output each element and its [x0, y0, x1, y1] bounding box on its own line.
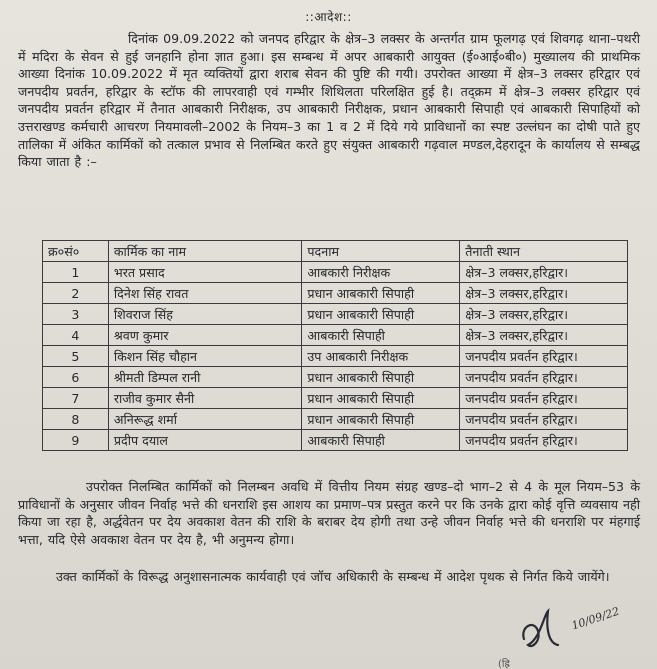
cell-serial: 8	[43, 409, 109, 430]
footer-fragment: (ह्रि	[498, 659, 510, 669]
cell-designation: प्रधान आबकारी सिपाही	[302, 304, 460, 325]
cell-name: राजीव कुमार सैनी	[108, 388, 302, 409]
cell-serial: 1	[43, 262, 109, 283]
cell-designation: आबकारी सिपाही	[302, 325, 460, 346]
cell-designation: आबकारी निरीक्षक	[302, 262, 460, 283]
cell-designation: प्रधान आबकारी सिपाही	[302, 409, 460, 430]
cell-posting: क्षेत्र–3 लक्सर,हरिद्वार।	[460, 325, 628, 346]
table-row	[43, 325, 628, 346]
cell-name: श्रीमती डिम्पल रानी	[108, 367, 302, 388]
cell-serial: 3	[43, 304, 109, 325]
cell-posting: जनपदीय प्रवर्तन हरिद्वार।	[460, 430, 628, 451]
cell-serial: 9	[43, 430, 109, 451]
cell-serial: 2	[43, 283, 109, 304]
cell-posting: जनपदीय प्रवर्तन हरिद्वार।	[460, 367, 628, 388]
signature-date: 10/09/22	[570, 604, 622, 633]
cell-designation: प्रधान आबकारी सिपाही	[302, 283, 460, 304]
cell-designation: उप आबकारी निरीक्षक	[302, 346, 460, 367]
table-row	[43, 367, 628, 388]
cell-name: अनिरूद्ध शर्मा	[108, 409, 302, 430]
table-header-row	[43, 241, 628, 262]
cell-designation: आबकारी सिपाही	[302, 430, 460, 451]
order-paragraph-1: दिनांक 09.09.2022 को जनपद हरिद्वार के क्षेत्र–3 लक्सर के अन्तर्गत ग्राम फूलगढ़ एवं शिवगढ़ थाना–पथरी में मदिरा के सेवन से हुई जनहानि होना ज्ञात हुआ। इस सम्बन्ध में अपर आबकारी आयुक्त (ई०आई०बी०) मुख्यालय की प्राथमिक आख्या दिनांक 10.09.2022 में मृत व्यक्तियों द्वारा शराब सेवन की पुष्टि की गयी। उपरोक्त आख्या में क्षेत्र–3 लक्सर हरिद्वार एवं जनपदीय प्रवर्तन, हरिद्वार के स्टॉफ की लापरवाही एवं गम्भीर शिथिलता परिलक्षित हुई है। तद्क्रम में क्षेत्र–3 लक्सर हरिद्वार एवं जनपदीय प्रवर्तन हरिद्वार में तैनात आबकारी निरीक्षक, उप आबकारी निरीक्षक, प्रधान आबकारी सिपाही एवं आबकारी सिपाहियों को उत्तराखण्ड कर्मचारी आचरण नियमावली–2002 के नियम–3 का 1 व 2 में दिये गये प्राविधानों का स्पष्ट उल्लंघन का दोषी पाते हुए तालिका में अंकित कार्मिकों को तत्काल प्रभाव से निलम्बित करते हुए संयुक्त आबकारी गढ़वाल मण्डल,देहरादून के कार्यालय से सम्बद्ध किया जाता है :–	[18, 31, 640, 170]
cell-name: शिवराज सिंह	[108, 304, 302, 325]
header-serial: क्र०सं०	[43, 241, 109, 262]
header-posting: तैनाती स्थान	[460, 241, 628, 262]
cell-serial: 4	[43, 325, 109, 346]
order-heading: ::आदेश::	[305, 10, 352, 24]
suspended-staff-table	[42, 240, 628, 451]
cell-designation: प्रधान आबकारी सिपाही	[302, 388, 460, 409]
cell-posting: क्षेत्र–3 लक्सर,हरिद्वार।	[460, 283, 628, 304]
table-row	[43, 262, 628, 283]
cell-posting: क्षेत्र–3 लक्सर,हरिद्वार।	[460, 304, 628, 325]
cell-name: श्रवण कुमार	[108, 325, 302, 346]
table-row	[43, 346, 628, 367]
cell-serial: 5	[43, 346, 109, 367]
cell-posting: जनपदीय प्रवर्तन हरिद्वार।	[460, 409, 628, 430]
cell-name: प्रदीप दयाल	[108, 430, 302, 451]
header-name: कार्मिक का नाम	[108, 241, 302, 262]
cell-posting: जनपदीय प्रवर्तन हरिद्वार।	[460, 346, 628, 367]
cell-posting: जनपदीय प्रवर्तन हरिद्वार।	[460, 388, 628, 409]
table-row	[43, 283, 628, 304]
cell-name: दिनेश सिंह रावत	[108, 283, 302, 304]
cell-posting: क्षेत्र–3 लक्सर,हरिद्वार।	[460, 262, 628, 283]
cell-designation: प्रधान आबकारी सिपाही	[302, 367, 460, 388]
cell-name: किशन सिंह चौहान	[108, 346, 302, 367]
order-paragraph-3: उक्त कार्मिकों के विरूद्ध अनुशासनात्मक कार्यवाही एवं जॉच अधिकारी के सम्बन्ध में आदेश पृथक से निर्गत किये जायेंगे।	[56, 569, 610, 584]
cell-serial: 6	[43, 367, 109, 388]
cell-serial: 7	[43, 388, 109, 409]
cell-name: भरत प्रसाद	[108, 262, 302, 283]
table-row	[43, 304, 628, 325]
table-row	[43, 430, 628, 451]
table-row	[43, 409, 628, 430]
table-row	[43, 388, 628, 409]
header-designation: पदनाम	[302, 241, 460, 262]
order-paragraph-2: उपरोक्त निलम्बित कार्मिकों को निलम्बन अवधि में वित्तीय नियम संग्रह खण्ड–दो भाग–2 से 4 के मूल नियम–53 के प्राविधानों के अनुसार जीवन निर्वाह भत्ते की धनराशि इस आशय का प्रमाण–पत्र प्रस्तुत करने पर कि उनके द्वारा कोई वृत्ति व्यवसाय नही किया जा रहा है, अर्द्धवेतन पर देय अवकाश वेतन की राशि के बराबर देय होगी तथा उन्हे जीवन निर्वाह भत्ते की धनराशि पर मंहगाई भत्ता, यदि ऐसे अवकाश वेतन पर देय है, भी अनुमन्य होगा।	[18, 479, 640, 547]
